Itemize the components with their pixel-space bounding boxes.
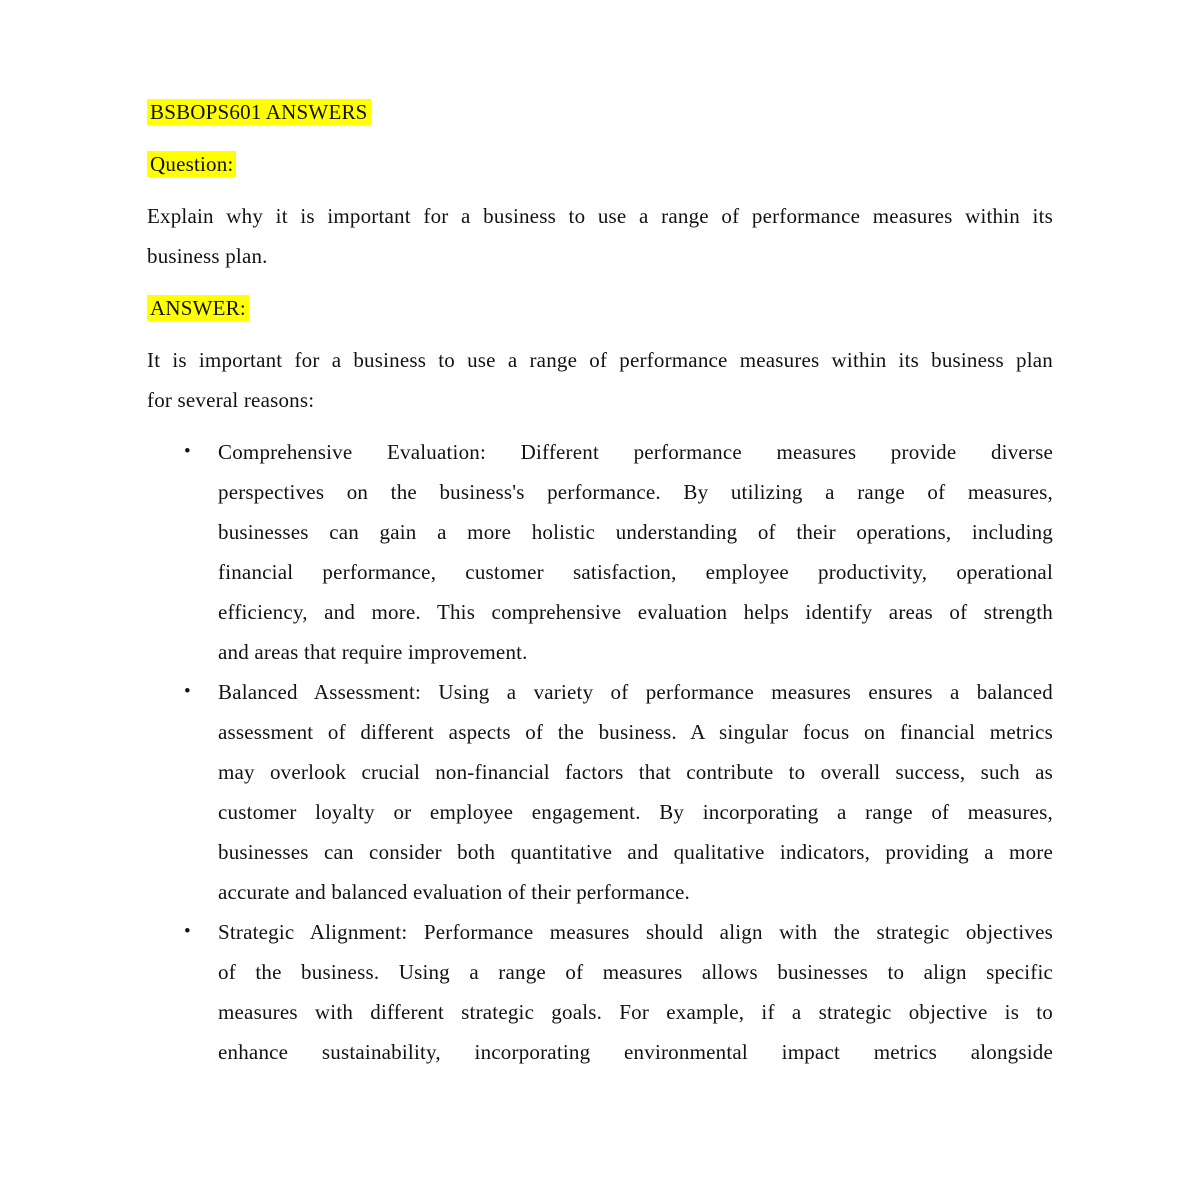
question-paragraph bbox=[147, 196, 1053, 276]
document-title-block bbox=[147, 92, 1053, 132]
text-line: and areas that require improvement. bbox=[218, 640, 528, 664]
text-line: businesses can consider both quantitative and qualitative indicators, providing a more bbox=[218, 840, 1053, 864]
intro-paragraph bbox=[147, 340, 1053, 420]
text-line: assessment of different aspects of the business. A singular focus on financial metrics bbox=[218, 720, 1053, 744]
text-line: enhance sustainability, incorporating environmental impact metrics alongside bbox=[218, 1040, 1053, 1064]
bullet-item bbox=[147, 672, 1053, 912]
document-content bbox=[147, 92, 1053, 1072]
bullet-list bbox=[147, 432, 1053, 1072]
bullet-text bbox=[218, 672, 1053, 912]
text-line: of the business. Using a range of measures allows businesses to align specific bbox=[218, 960, 1053, 984]
text-line: for several reasons: bbox=[147, 388, 315, 412]
text-line: businesses can gain a more holistic understanding of their operations, including bbox=[218, 520, 1053, 544]
text-line: It is important for a business to use a range of performance measures within its business plan bbox=[147, 348, 1053, 372]
text-line: Comprehensive Evaluation: Different performance measures provide diverse bbox=[218, 440, 1053, 464]
text-line: may overlook crucial non-financial factors that contribute to overall success, such as bbox=[218, 760, 1053, 784]
text-line: accurate and balanced evaluation of their performance. bbox=[218, 880, 690, 904]
bullet-dot-icon: • bbox=[184, 681, 191, 702]
text-line: perspectives on the business's performance. By utilizing a range of measures, bbox=[218, 480, 1053, 504]
text-line: business plan. bbox=[147, 244, 268, 268]
bullet-text bbox=[218, 432, 1053, 672]
answer-label-block bbox=[147, 288, 1053, 328]
text-line: financial performance, customer satisfaction, employee productivity, operational bbox=[218, 560, 1053, 584]
bullet-item bbox=[147, 432, 1053, 672]
bullet-dot-icon: • bbox=[184, 921, 191, 942]
text-line: Strategic Alignment: Performance measures should align with the strategic objectives bbox=[218, 920, 1053, 944]
bullet-dot-icon: • bbox=[184, 441, 191, 462]
question-label-block bbox=[147, 144, 1053, 184]
text-line: measures with different strategic goals. For example, if a strategic objective is to bbox=[218, 1000, 1053, 1024]
question-label: Question: bbox=[147, 151, 236, 177]
bullet-text bbox=[218, 912, 1053, 1072]
text-line: customer loyalty or employee engagement. By incorporating a range of measures, bbox=[218, 800, 1053, 824]
document-title: BSBOPS601 ANSWERS bbox=[147, 99, 371, 125]
answer-label: ANSWER: bbox=[147, 295, 249, 321]
text-line: efficiency, and more. This comprehensive evaluation helps identify areas of strength bbox=[218, 600, 1053, 624]
bullet-item bbox=[147, 912, 1053, 1072]
text-line: Balanced Assessment: Using a variety of performance measures ensures a balanced bbox=[218, 680, 1053, 704]
text-line: Explain why it is important for a business to use a range of performance measures within its bbox=[147, 204, 1053, 228]
